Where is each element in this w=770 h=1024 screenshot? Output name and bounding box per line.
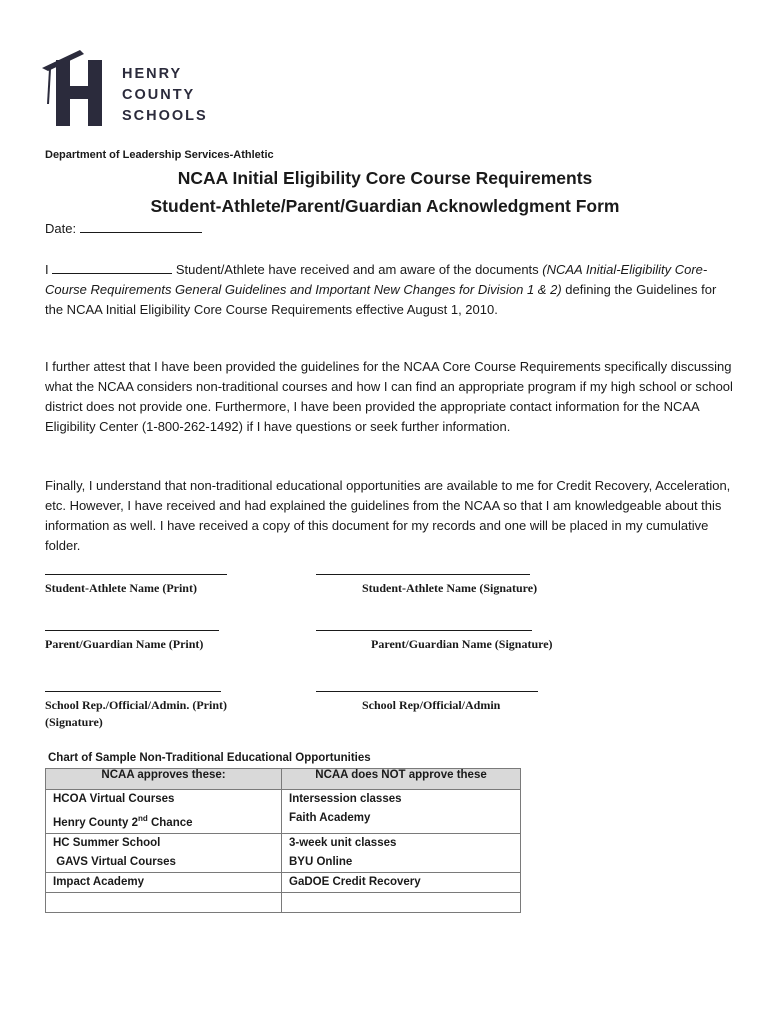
table-header-row: [46, 769, 521, 790]
logo-line-3: SCHOOLS: [122, 108, 208, 124]
empty-table-row: [46, 892, 521, 912]
not-approves-item: BYU Online: [289, 855, 353, 868]
approves-item-superscript: nd: [138, 814, 148, 823]
table-row: [46, 833, 521, 872]
school-signature-line[interactable]: [316, 691, 538, 692]
table-row: [46, 790, 521, 834]
form-title-line-1: NCAA Initial Eligibility Core Course Requirements: [177, 168, 593, 188]
approves-cell: [46, 833, 282, 872]
table-row: [46, 872, 521, 892]
graduation-cap-h-icon: [40, 44, 120, 134]
not-approves-item: GaDOE Credit Recovery: [289, 875, 421, 888]
ack-suffix: Student/Athlete have received and am aware of the documents: [175, 262, 539, 277]
athlete-signature-label: Student-Athlete Name (Signature): [362, 581, 538, 595]
not-approves-item: Intersession classes: [289, 793, 402, 805]
school-print-label-line-2: (Signature): [45, 715, 103, 729]
non-traditional-opportunities-table: [45, 768, 521, 913]
approves-cell: [46, 790, 282, 834]
approves-item-text: Henry County 2: [53, 816, 138, 829]
athlete-print-label: Student-Athlete Name (Print): [45, 581, 197, 595]
henry-county-schools-logo: [40, 44, 220, 134]
attest-paragraph: I further attest that I have been provided the guidelines for the NCAA Core Course Requirements specifically discussing what the NCAA considers non-traditional courses and how I can find an appropriate program if my high school or school district does not provide one. Furthermore, I have been provided the appropriate contact information for the NCAA Eligibility Center (1-800-262-1492) if I have questions or seek further information.: [45, 359, 733, 434]
school-print-line[interactable]: [45, 691, 221, 692]
department-name: Department of Leadership Services-Athletic: [45, 149, 274, 161]
date-label: Date:: [45, 221, 77, 236]
parent-print-label: Parent/Guardian Name (Print): [45, 637, 204, 651]
approves-header: NCAA approves these:: [46, 769, 282, 790]
approves-item: [53, 809, 274, 833]
not-approves-item: Faith Academy: [289, 812, 371, 824]
approves-item-tail: Chance: [147, 816, 193, 829]
understanding-paragraph: Finally, I understand that non-traditional educational opportunities are available to me for Credit Recovery, Acceleration, etc. However, I have received and had explained the guidelines from the NCAA so that I am knowledgeable about this information as well. I have received a copy of this document for my records and one will be placed in my cumulative folder.: [45, 478, 731, 553]
approves-item: GAVS Virtual Courses: [53, 855, 176, 868]
not-approves-item: 3-week unit classes: [289, 836, 397, 849]
approves-item: HC Summer School: [53, 836, 161, 849]
athlete-signature-line[interactable]: [316, 574, 530, 575]
chart-title: Chart of Sample Non-Traditional Educational Opportunities: [48, 752, 371, 764]
empty-cell: [46, 892, 282, 912]
student-name-field[interactable]: [52, 260, 172, 274]
logo-line-1: HENRY: [122, 66, 183, 82]
parent-signature-label: Parent/Guardian Name (Signature): [371, 637, 553, 651]
school-signature-label: School Rep/Official/Admin: [362, 698, 501, 712]
school-print-label: [45, 697, 227, 731]
date-field[interactable]: [80, 219, 202, 233]
ack-document-title: (NCAA Initial-Eligibility Core-Course Requirements General Guidelines and Important New Changes for Division 1 & 2): [45, 262, 708, 297]
form-title-line-2: Student-Athlete/Parent/Guardian Acknowledgment Form: [150, 196, 620, 216]
not-approves-cell: [282, 790, 521, 834]
not-approves-cell: [282, 872, 521, 892]
ack-prefix: I: [45, 262, 49, 277]
athlete-print-line[interactable]: [45, 574, 227, 575]
logo-line-2: COUNTY: [122, 87, 196, 103]
date-row: [45, 219, 733, 239]
empty-cell: [282, 892, 521, 912]
acknowledgment-paragraph: [45, 260, 733, 320]
not-approves-header: NCAA does NOT approve these: [282, 769, 521, 790]
not-approves-cell: [282, 833, 521, 872]
approves-item: Impact Academy: [53, 875, 144, 888]
school-print-label-line-1: School Rep./Official/Admin. (Print): [45, 698, 227, 712]
parent-print-line[interactable]: [45, 630, 219, 631]
ack-rest: defining the Guidelines for the NCAA Initial Eligibility Core Course Requirements effective August 1, 2010.: [45, 282, 717, 317]
approves-cell: [46, 872, 282, 892]
approves-item: HCOA Virtual Courses: [53, 793, 175, 805]
parent-signature-line[interactable]: [316, 630, 532, 631]
